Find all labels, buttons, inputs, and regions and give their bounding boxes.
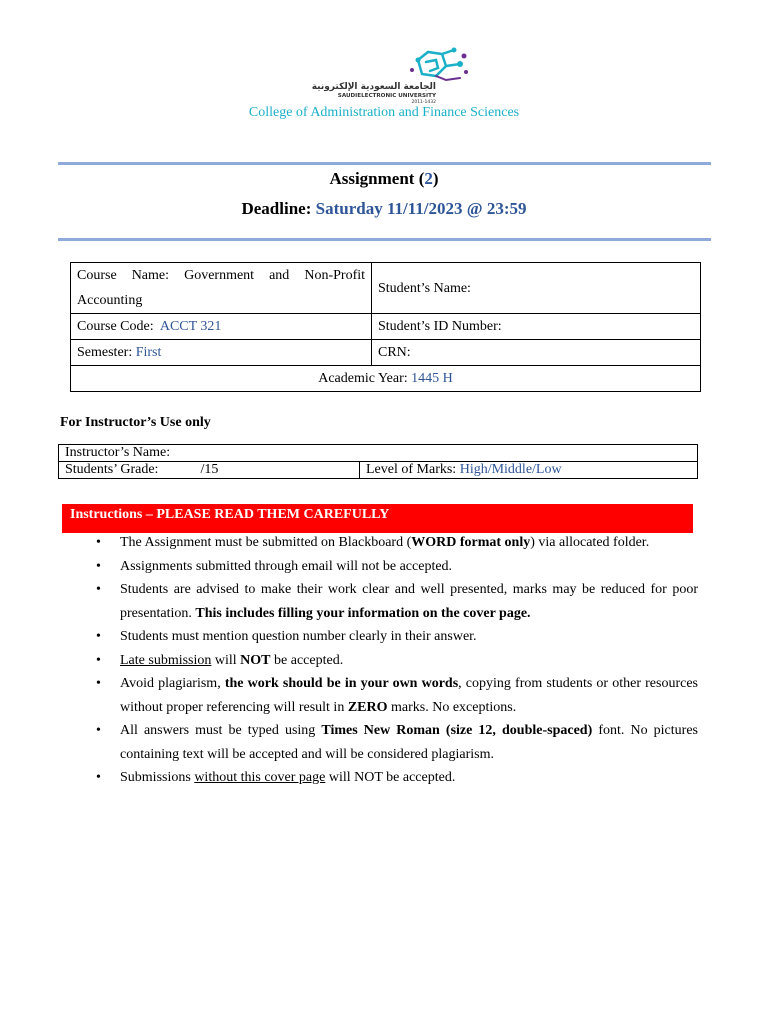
course-code-cell: Course Code: ACCT 321	[71, 314, 372, 340]
assignment-number: 2	[424, 169, 433, 188]
level-of-marks-value: High/Middle/Low	[459, 462, 562, 477]
grade-cell: Students’ Grade: /15	[59, 462, 360, 479]
instructions-banner: Instructions – PLEASE READ THEM CAREFULLY	[62, 504, 693, 533]
list-item: • All answers must be typed using Times New Roman (size 12, double-spaced) font. No pictures containing text will be accepted and will be considered plagiarism.	[96, 723, 698, 762]
table-row	[71, 366, 701, 392]
list-item: • Late submission will NOT be accepted.	[96, 652, 344, 668]
semester-value: First	[135, 345, 162, 360]
student-name-cell: Student’s Name:	[372, 263, 701, 314]
network-emblem-icon	[296, 44, 476, 106]
grade-value: /15	[200, 462, 219, 477]
instructor-table	[58, 444, 698, 479]
assignment-title: Assignment (2)	[329, 169, 439, 188]
deadline	[0, 199, 768, 219]
logo-english-name: SAUDIELECTRONIC UNIVERSITY	[337, 93, 436, 99]
list-item: • Students must mention question number clearly in their answer.	[96, 629, 477, 644]
level-of-marks-cell: Level of Marks: High/Middle/Low	[360, 462, 698, 479]
table-row	[71, 340, 701, 366]
course-name-value: Government and Non-Profit Accounting	[77, 268, 366, 308]
student-id-cell: Student’s ID Number:	[372, 314, 701, 340]
list-item: • Students are advised to make their work clear and well presented, marks may be reduced for poor presentation. This includes filling your information on the cover page.	[96, 582, 698, 621]
list-item: • Submissions without this cover page will NOT be accepted.	[96, 770, 456, 785]
semester-cell: Semester: First	[71, 340, 372, 366]
academic-year-cell: Academic Year: 1445 H	[71, 366, 701, 392]
academic-year-value: 1445 H	[411, 371, 453, 386]
list-item: • The Assignment must be submitted on Blackboard (WORD format only) via allocated folder.	[96, 535, 650, 550]
logo-years: 2011-1432	[411, 100, 436, 105]
crn-cell: CRN:	[372, 340, 701, 366]
university-logo	[296, 44, 476, 106]
list-item: • Assignments submitted through email will not be accepted.	[96, 558, 453, 574]
header-divider-bottom	[58, 238, 711, 241]
course-code-value: ACCT 321	[159, 319, 222, 334]
deadline-value: Saturday 11/11/2023 @ 23:59	[315, 199, 527, 218]
table-row	[59, 462, 698, 479]
instructions-list	[91, 531, 698, 790]
table-row	[71, 314, 701, 340]
logo-arabic-name: الجامعة السعودية الإلكترونية	[311, 82, 436, 92]
course-name-cell: Course Name: Government and Non-Profit Accounting	[71, 263, 372, 314]
list-item: • Avoid plagiarism, the work should be in your own words, copying from students or other resources without proper referencing will result in ZERO marks. No exceptions.	[96, 676, 699, 715]
instructor-name-cell: Instructor’s Name:	[59, 445, 698, 462]
deadline-label: Deadline:	[241, 199, 312, 218]
course-info-table	[70, 262, 701, 392]
header-divider-top	[58, 162, 711, 165]
table-row	[59, 445, 698, 462]
table-row	[71, 263, 701, 314]
instructor-heading: For Instructor’s Use only	[60, 415, 211, 430]
college-name: College of Administration and Finance Sciences	[248, 105, 520, 120]
